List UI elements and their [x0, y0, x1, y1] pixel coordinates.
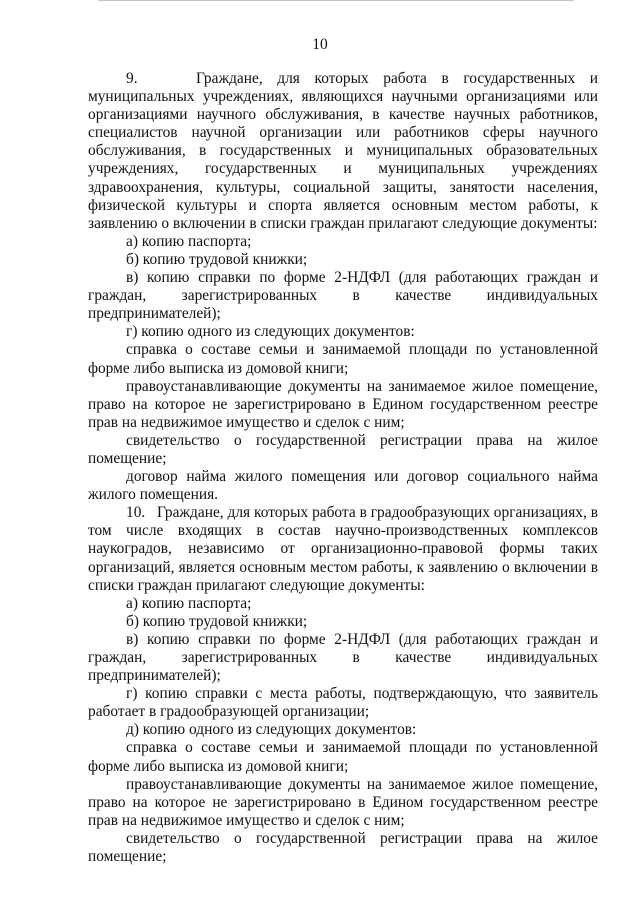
list-item-family-certificate: справка о составе семьи и занимаемой площади по установленной форме либо выписка из домовой книги; — [88, 341, 598, 377]
list-item-b-workbook: б) копию трудовой книжки; — [126, 250, 308, 268]
scan-top-edge — [98, 0, 574, 7]
list-item-registration-certificate: свидетельство о государственной регистрации права на жилое помещение; — [88, 829, 598, 866]
list-item-family-certificate: справка о составе семьи и занимаемой площади по установленной форме либо выписка из домовой книги; — [88, 739, 598, 775]
list-item-lease-agreement: договор найма жилого помещения или договор социального найма жилого помещения. — [88, 468, 598, 504]
list-item-b-workbook: б) копию трудовой книжки; — [126, 612, 308, 630]
list-item-g-documents: г) копию одного из следующих документов: — [126, 323, 415, 341]
list-item-registration-certificate: свидетельство о государственной регистрации права на жилое помещение; — [88, 431, 598, 467]
document-body — [88, 70, 598, 866]
list-item-g-employer-certificate: г) копию справки с места работы, подтверждающую, что заявитель работает в градообразующей организации; — [88, 685, 598, 721]
page-number: 10 — [312, 36, 328, 53]
list-item-title-documents: правоустанавливающие документы на занимаемое жилое помещение, право на которое не зарегистрировано в Едином государственном реестре прав на недвижимое имущество и сделок с ним; — [88, 377, 598, 431]
list-item-a-passport: а) копию паспорта; — [126, 232, 252, 250]
list-item-title-documents: правоустанавливающие документы на занимаемое жилое помещение, право на которое не зарегистрировано в Едином государственном реестре прав на недвижимое имущество и сделок с ним; — [88, 775, 598, 829]
list-item-v-2ndfl: в) копию справки по форме 2-НДФЛ (для работающих граждан и граждан, зарегистрированных в качестве индивидуальных предпринимателей); — [88, 269, 598, 323]
list-item-v-2ndfl: в) копию справки по форме 2-НДФЛ (для работающих граждан и граждан, зарегистрированных в качестве индивидуальных предпринимателей); — [88, 630, 598, 685]
list-item-d-documents: д) копию одного из следующих документов: — [126, 721, 417, 739]
paragraph-10-intro: 10. Граждане, для которых работа в градообразующих организациях, в том числе входящих в состав научно-производственных комплексов наукоградов, независимо от организационно-правовой формы таких организаций, является основным местом работы, к заявлению о включении в списки граждан прилагают следующие документы: — [88, 504, 598, 594]
list-item-a-passport: а) копию паспорта; — [126, 594, 252, 612]
paragraph-9-intro: 9. Граждане, для которых работа в государственных и муниципальных учреждениях, являющихся научными организациями или организациями научного обслуживания, в качестве научных работников, специалистов научной организации или работников сферы научного обслуживания, в государственных и муниципальных образовательных учреждениях, государственных и муниципальных учреждениях здравоохранения, культуры, социальной защиты, занятости населения, физической культуры и спорта является основным местом работы, к заявлению о включении в списки граждан прилагают следующие документы: — [88, 70, 598, 232]
